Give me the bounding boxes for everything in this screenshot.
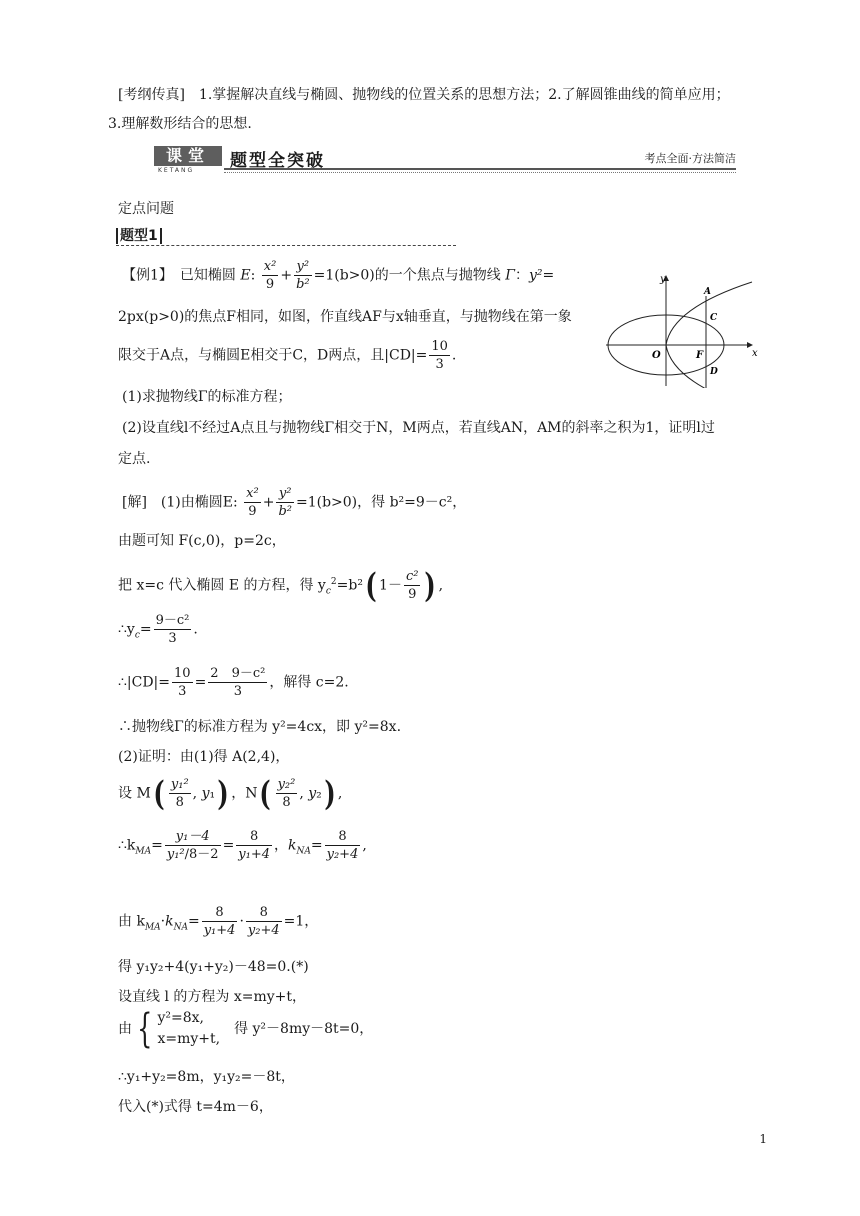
type-divider <box>116 245 456 246</box>
solution-line-10: 由 $k_{MA}\cdot k_{NA}=$ $\frac{8}{\text{y₁+4}}$ · $\frac{8}{\text{y₂+4}}$ =1， <box>118 905 319 938</box>
banner-right-text: 考点全面·方法简洁 <box>644 152 736 165</box>
frac-y2-b2: $\frac{\text{y²}}{\text{b²}}$ <box>296 259 310 292</box>
solution-line-14: ∴y₁+y₂=8m，y₁y₂=－8t， <box>118 1069 295 1085</box>
label-c: C <box>710 313 718 323</box>
parabola-curve <box>666 282 752 388</box>
label-a: A <box>704 287 711 297</box>
solution-line-1: [解] (1)由椭圆E: $\frac{\text{x²}}{9}$ + $\frac{\text{y²}}{\text{b²}}$ =1(b>0)，得 b²=9－c²， <box>122 486 467 519</box>
label-o: O <box>652 350 661 361</box>
label-f: F <box>696 350 704 361</box>
frac-x2-9: $\frac{\text{x²}}{9}$ <box>263 259 277 292</box>
page-number: 1 <box>759 1132 767 1146</box>
solution-line-9: $\therefore k_{MA}=$ $\frac{\text{y₁－4}}{\text{y₁²/8－2}}$ = $\frac{8}{\text{y₁+4}}$ ，$k_{NA}=$ $\frac{8}{\text{y₂+4}}$ , <box>118 829 367 862</box>
label-x: x <box>752 348 758 359</box>
label-y: y <box>660 274 666 285</box>
example-line3-text: 限交于A点，与椭圆E相交于C，D两点，且|CD|= <box>118 347 428 364</box>
banner-rule-dotted <box>224 172 736 173</box>
gamma-symbol: Γ <box>505 267 515 284</box>
outline-line-2: 3.理解数形结合的思想. <box>108 116 252 132</box>
frac-cd: $\frac{10}{3}$ <box>431 339 448 372</box>
solution-line-12: 设直线 l 的方程为 x=my+t， <box>118 989 306 1005</box>
ellipse-parabola-figure <box>602 268 762 388</box>
question-2a: (2)设直线l不经过A点且与抛物线Γ相交于N，M两点，若直线AN，AM的斜率之积为1，证明l过 <box>122 420 715 436</box>
section-banner <box>152 146 736 176</box>
solution-line-6: ∴抛物线Γ的标准方程为 y²=4cx，即 y²=8x. <box>118 719 402 735</box>
solution-line-2: 由题可知 F(c,0)，p=2c， <box>118 533 286 549</box>
section-title: 定点问题 <box>118 201 174 217</box>
solution-line-15: 代入(*)式得 t=4m－6， <box>118 1099 273 1115</box>
question-1: (1)求抛物线Γ的标准方程； <box>122 389 292 405</box>
example-line-1: 【例1】 已知椭圆 E: $\frac{\text{x²}}{9}$ + $\frac{\text{y²}}{\text{b²}}$ =1(b>0)的一个焦点与抛物线 Γ：y²= <box>122 259 555 292</box>
solution-line-11: 得 y₁y₂+4(y₁+y₂)－48=0.(*) <box>118 959 309 975</box>
outline-line-1: [考纲传真] 1.掌握解决直线与椭圆、抛物线的位置关系的思想方法；2.了解圆锥曲线的简单应用； <box>118 87 730 103</box>
type-label: 题型1 <box>116 228 162 244</box>
label-d: D <box>710 367 718 377</box>
solution-line-3: 把 x=c 代入椭圆 E 的方程，得 $y_c^2=b^2$( 1－ $\frac{\text{c²}}{9}$ ) , <box>118 565 444 606</box>
solution-line-7: (2)证明：由(1)得 A(2,4)， <box>118 749 290 765</box>
banner-tag: 课堂 <box>154 146 222 166</box>
example-line-2: 2px(p>0)的焦点F相同，如图，作直线AF与x轴垂直，与抛物线在第一象 <box>118 309 572 325</box>
parabola-eq: y²= <box>528 267 555 284</box>
banner-title: 题型全突破 <box>230 151 325 171</box>
solution-line-4: $\therefore y_c=$ $\frac{\text{9－c²}}{3}$ . <box>118 613 198 646</box>
example-text: 已知椭圆 <box>179 267 236 284</box>
banner-rule <box>224 168 736 170</box>
example-eq-after: =1(b>0)的一个焦点与抛物线 <box>313 267 501 284</box>
solution-line-5: ∴|CD|= $\frac{10}{3}$ = $\frac{\text{2 9－c²}}{3}$ ，解得 c=2. <box>118 666 349 699</box>
solution-line-13: 由 { y²=8x, x=my+t, 得 y²－8my－8t=0， <box>118 1006 374 1052</box>
banner-tag-sub: KETANG <box>158 167 195 174</box>
question-2b: 定点. <box>118 451 151 467</box>
example-label: 【例1】 <box>122 267 166 284</box>
example-line-3: 限交于A点，与椭圆E相交于C，D两点，且|CD|= $\frac{10}{3}$ . <box>118 339 457 372</box>
ellipse-name: E <box>240 267 251 284</box>
solution-line-8: 设 M( $\frac{\text{y₁²}}{8}$ , y₁) ，N( $\frac{\text{y₂²}}{8}$ , y₂) , <box>118 773 343 814</box>
